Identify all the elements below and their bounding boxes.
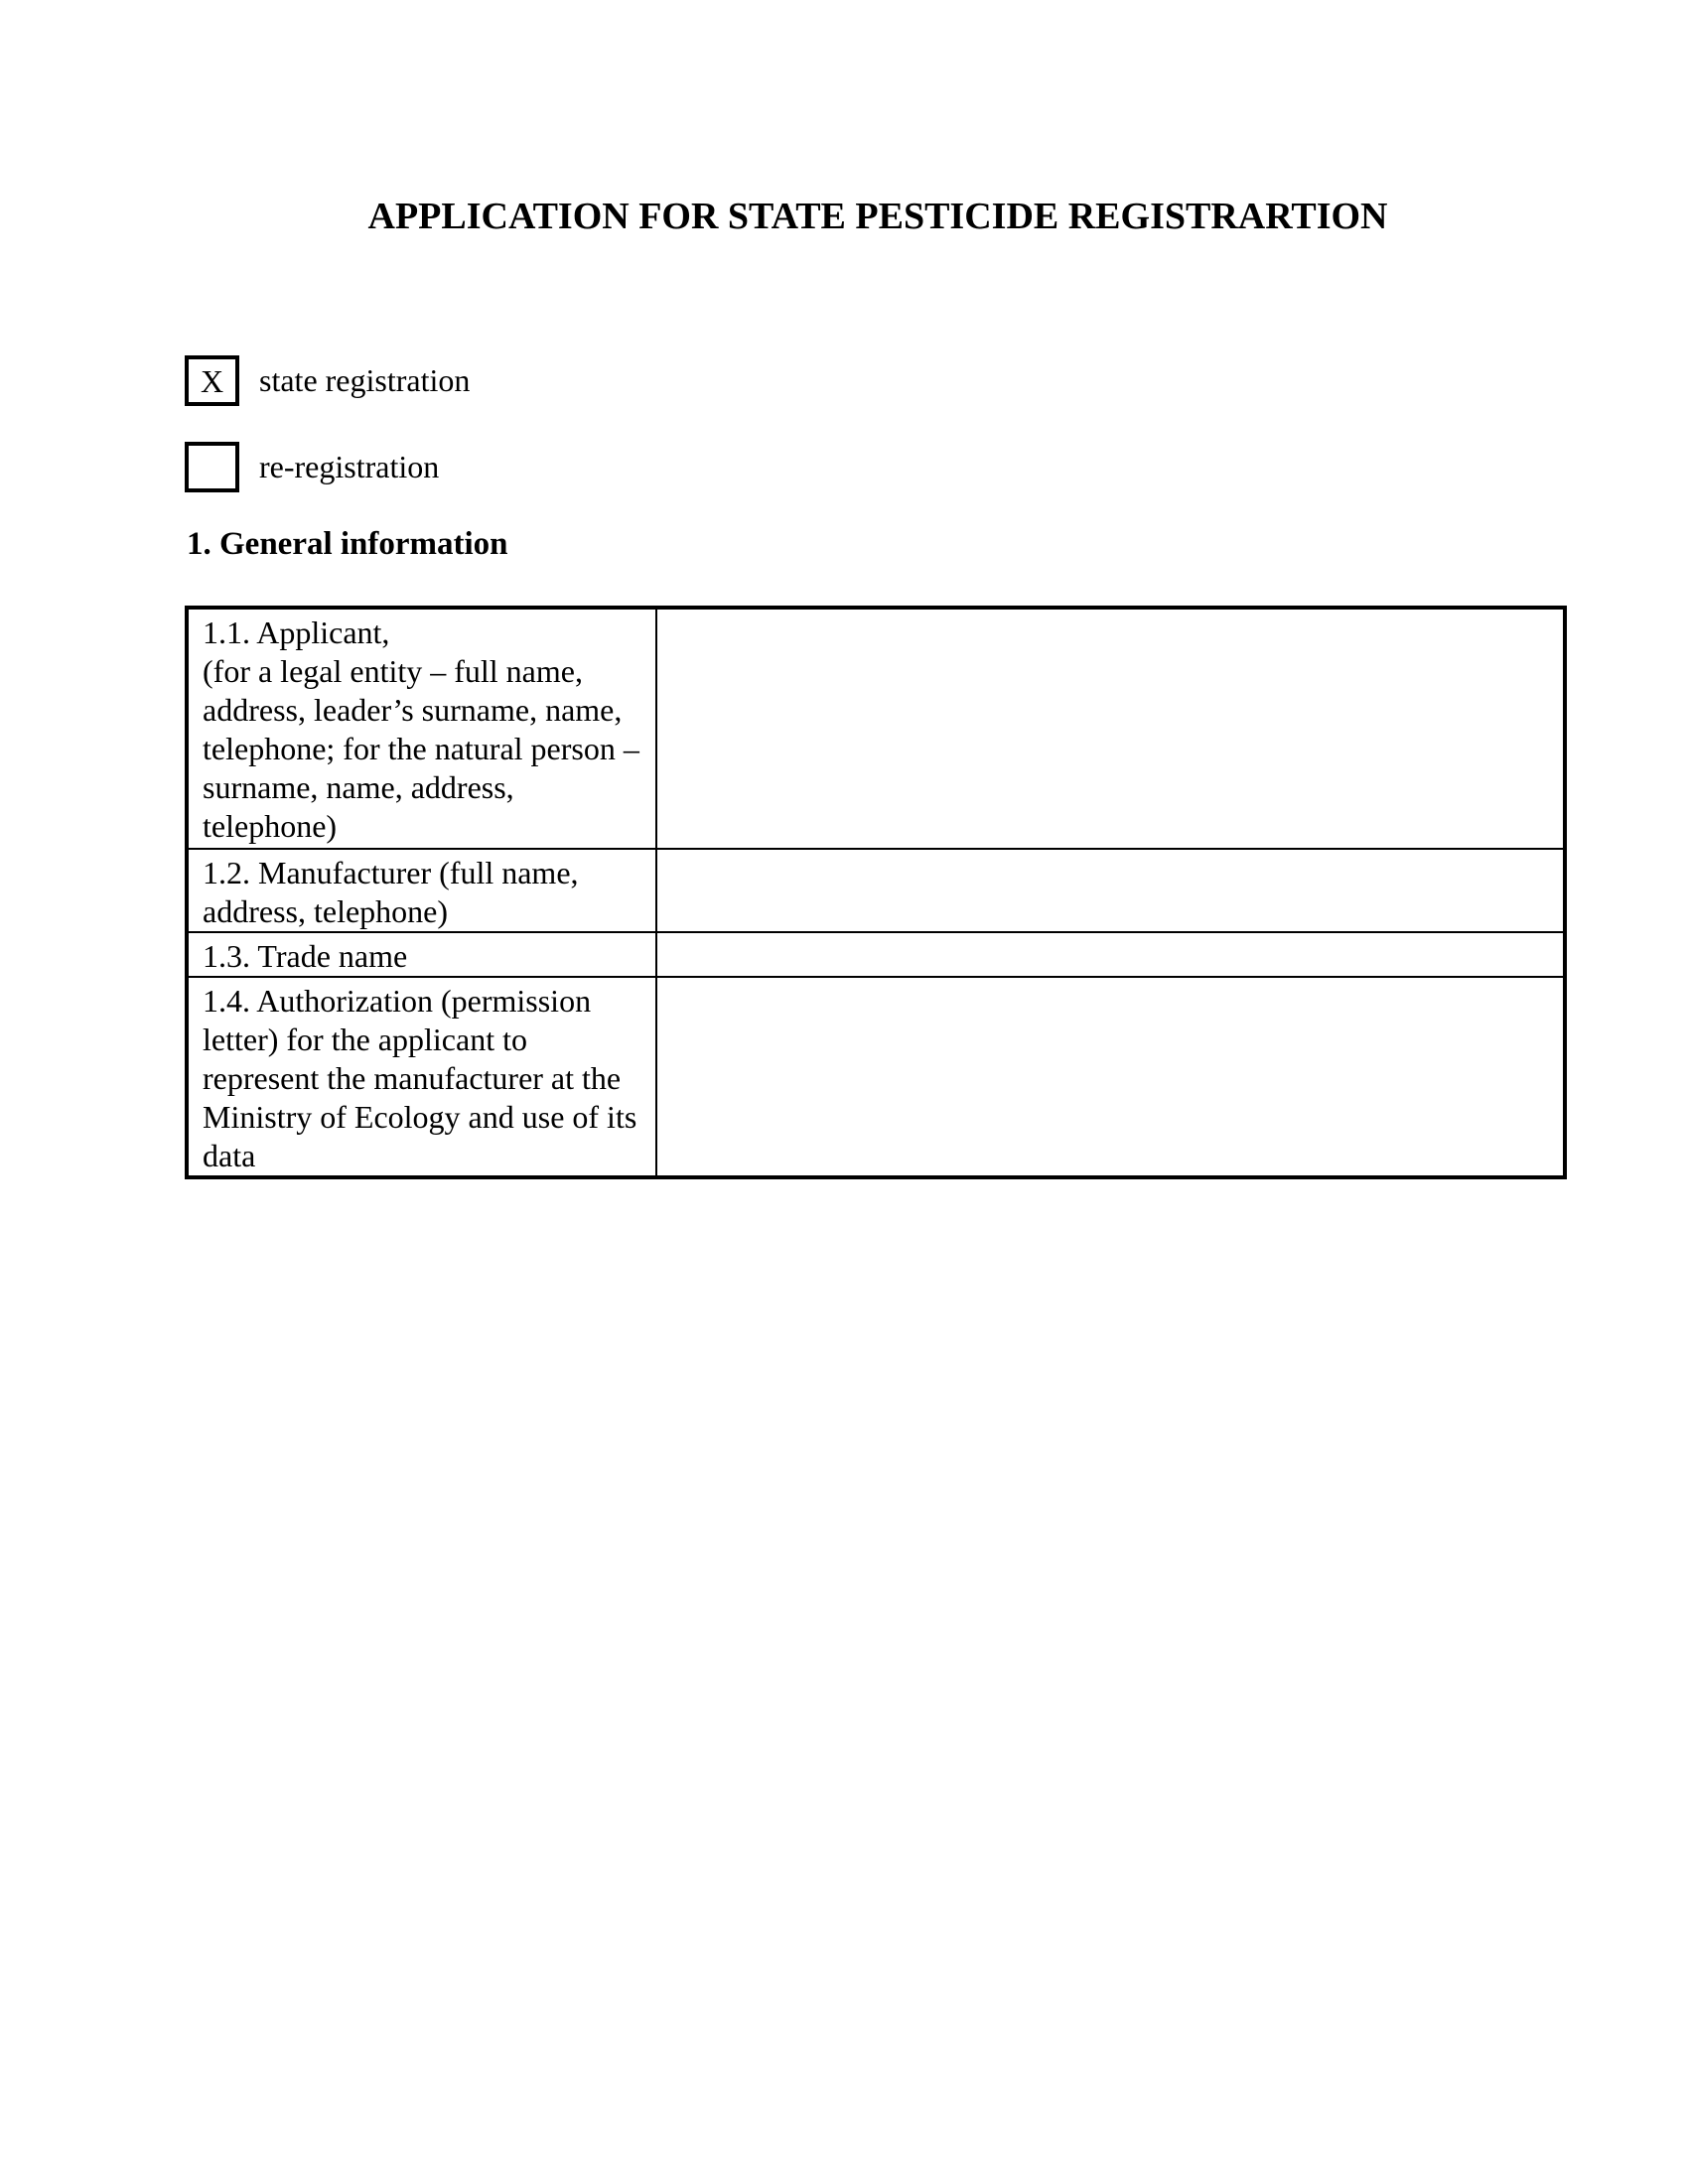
- trade-name-value-field[interactable]: [656, 932, 1565, 977]
- table-row: [187, 977, 1565, 1177]
- document-title: APPLICATION FOR STATE PESTICIDE REGISTRARTION: [367, 196, 1388, 237]
- authorization-value-field[interactable]: [656, 977, 1565, 1177]
- authorization-label: 1.4. Authorization (permission letter) for the applicant to represent the manufacturer at the Ministry of Ecology and use of its data: [187, 977, 656, 1177]
- section-heading-general-information: 1. General information: [187, 526, 508, 562]
- table-row: [187, 608, 1565, 849]
- applicant-label: 1.1. Applicant, (for a legal entity – full name, address, leader’s surname, name, telephone; for the natural person – surname, name, address, telephone): [187, 608, 656, 849]
- state-registration-label: state registration: [259, 362, 471, 398]
- re-registration-label: re-registration: [259, 449, 440, 484]
- table-row: [187, 932, 1565, 977]
- general-information-table: [185, 606, 1567, 1179]
- applicant-value-field[interactable]: [656, 608, 1565, 849]
- option-state-registration[interactable]: [185, 355, 470, 406]
- trade-name-label: 1.3. Trade name: [187, 932, 656, 977]
- manufacturer-label: 1.2. Manufacturer (full name, address, telephone): [187, 849, 656, 932]
- option-re-registration[interactable]: [185, 442, 439, 492]
- table-row: [187, 849, 1565, 932]
- re-registration-checkbox[interactable]: [185, 442, 239, 492]
- state-registration-checkbox[interactable]: X: [185, 355, 239, 406]
- manufacturer-value-field[interactable]: [656, 849, 1565, 932]
